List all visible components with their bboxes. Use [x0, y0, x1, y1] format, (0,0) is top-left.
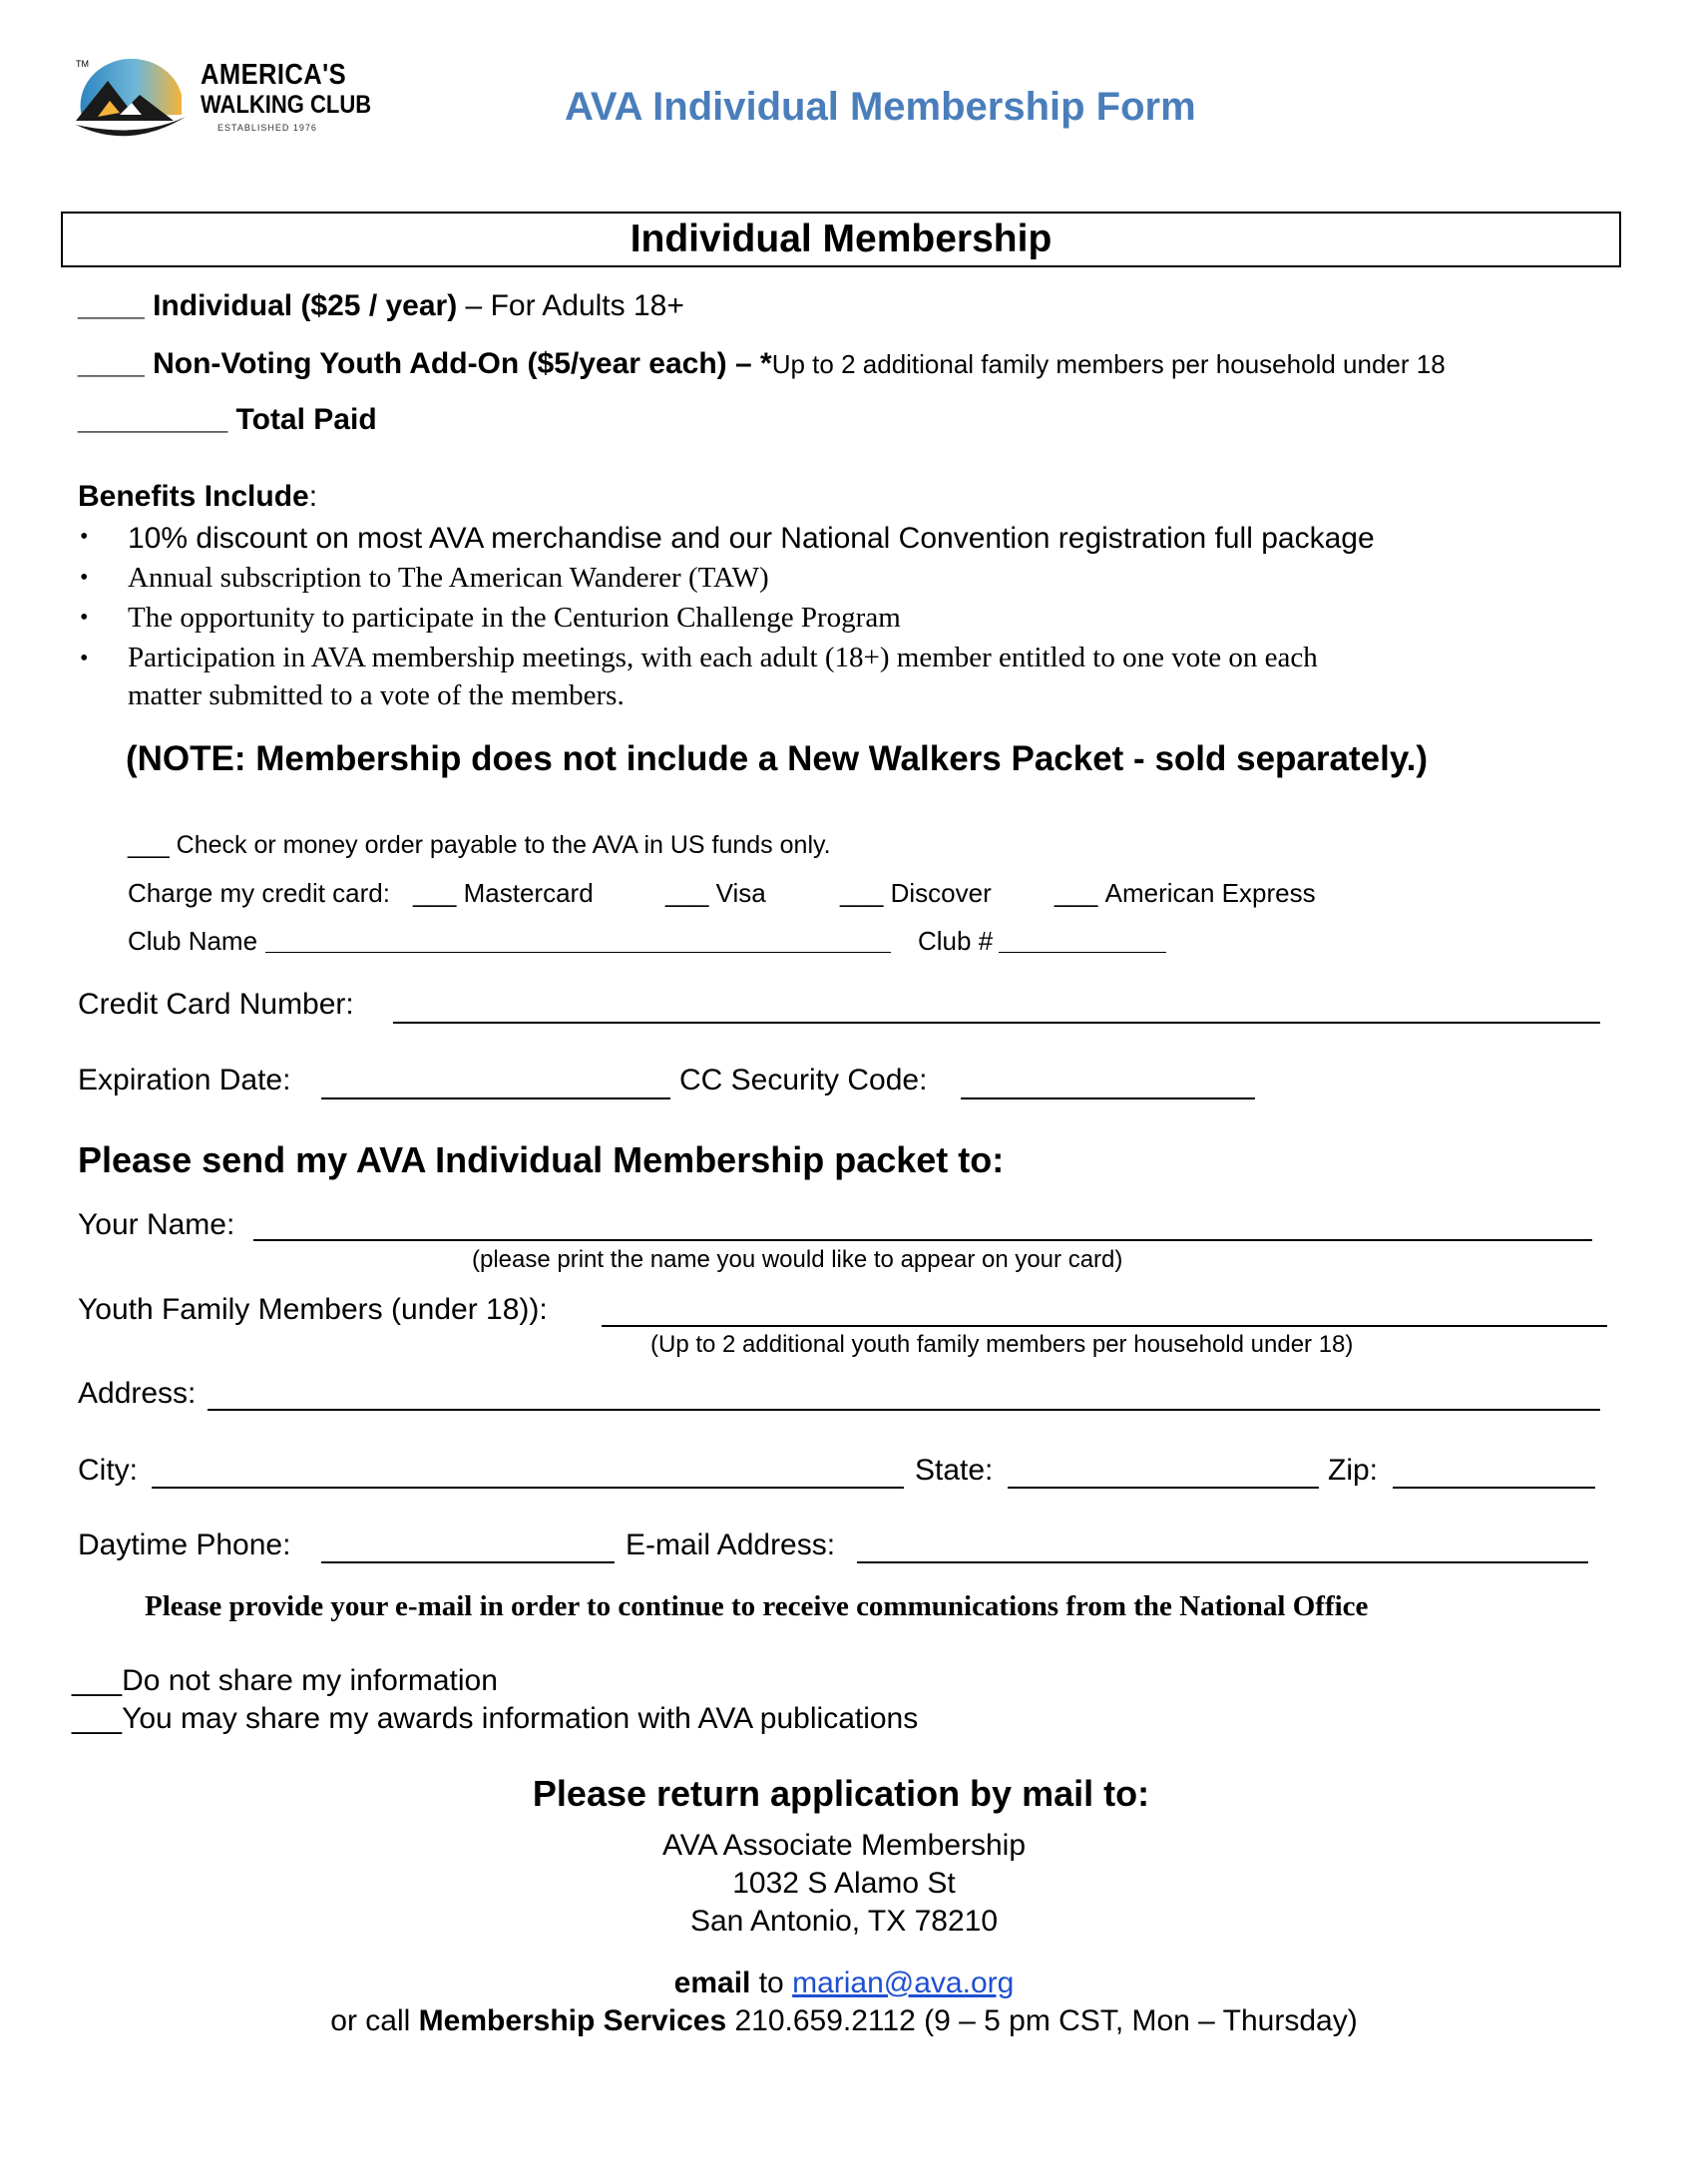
logo-established: ESTABLISHED 1976 [217, 123, 317, 133]
benefit-bullet: • [80, 565, 89, 591]
card-label: Discover [890, 878, 992, 908]
city-field[interactable] [152, 1487, 904, 1489]
privacy-blank[interactable]: ___ [72, 1702, 123, 1735]
privacy-no-share[interactable] [72, 1664, 498, 1698]
email-to: to [750, 1966, 793, 1999]
address-field[interactable] [208, 1409, 1600, 1411]
club-number-field[interactable] [999, 952, 1166, 953]
card-label: Visa [715, 878, 766, 908]
youth-dash: – * [726, 347, 772, 380]
return-line1: AVA Associate Membership [661, 1829, 1027, 1862]
card-option-amex[interactable] [1055, 878, 1316, 909]
card-blank[interactable]: ___ [665, 878, 709, 908]
card-number-field[interactable] [393, 1022, 1600, 1024]
benefits-heading-colon: : [308, 480, 318, 513]
benefit-item-4: Participation in AVA membership meetings, with each adult (18+) member entitled to one vote on each [128, 642, 1318, 673]
call-prefix: or call [330, 2004, 419, 2037]
zip-field[interactable] [1393, 1487, 1595, 1489]
return-section [0, 1766, 1688, 2040]
club-name-label: Club Name [128, 926, 258, 956]
club-name-field[interactable] [265, 952, 891, 953]
benefit-bullet: • [80, 605, 89, 631]
charge-label: Charge my credit card: [128, 878, 390, 908]
email-field[interactable] [857, 1561, 1588, 1563]
individual-desc: – For Adults 18+ [457, 289, 684, 322]
send-heading: Please send my AVA Individual Membership packet to: [78, 1139, 1005, 1180]
trademark-mark: TM [76, 59, 89, 69]
card-option-discover[interactable] [840, 878, 992, 909]
card-number-label: Credit Card Number: [78, 988, 354, 1021]
privacy-no-share-label: Do not share my information [122, 1664, 498, 1697]
note: (NOTE: Membership does not include a New Walkers Packet - sold separately.) [126, 739, 1429, 778]
city-label: City: [78, 1454, 138, 1487]
youth-label: Non-Voting Youth Add-On ($5/year each) [153, 347, 727, 380]
return-heading: Please return application by mail to: [532, 1773, 1150, 1814]
phone-label: Daytime Phone: [78, 1529, 291, 1561]
section-header: Individual Membership [630, 218, 1053, 260]
privacy-may-share-label: You may share my awards information with AVA publications [122, 1702, 919, 1735]
option-youth[interactable] [78, 347, 1446, 381]
zip-label: Zip: [1328, 1454, 1379, 1487]
mountain-logo-icon [70, 55, 190, 141]
card-blank[interactable]: ___ [413, 878, 457, 908]
privacy-blank[interactable]: ___ [72, 1664, 123, 1697]
youth-blank[interactable]: ____ [78, 347, 145, 380]
call-suffix: 210.659.2112 (9 – 5 pm CST, Mon – Thursday) [726, 2004, 1358, 2037]
check-blank[interactable]: ___ [128, 831, 170, 859]
security-code-label: CC Security Code: [679, 1064, 928, 1096]
option-total[interactable] [78, 403, 377, 437]
total-blank[interactable]: _________ [78, 403, 228, 436]
email-label: E-mail Address: [626, 1529, 836, 1561]
card-option-visa[interactable] [665, 878, 766, 909]
phone-field[interactable] [321, 1561, 615, 1563]
option-individual[interactable] [78, 289, 684, 323]
logo-line1: AMERICA'S [201, 59, 347, 91]
security-code-field[interactable] [961, 1097, 1255, 1099]
return-line3: San Antonio, TX 78210 [689, 1905, 999, 1938]
benefits-heading-text: Benefits Include [78, 480, 309, 513]
benefit-item-2: Annual subscription to The American Wanderer (TAW) [128, 562, 769, 594]
return-call-line [0, 2002, 1688, 2040]
benefit-bullet: • [80, 524, 89, 550]
card-blank[interactable]: ___ [840, 878, 884, 908]
call-bold: Membership Services [418, 2004, 727, 2037]
page-title: AVA Individual Membership Form [565, 85, 1196, 129]
card-label: American Express [1104, 878, 1316, 908]
name-label: Your Name: [78, 1208, 235, 1241]
club-number-label: Club # [918, 926, 994, 956]
benefit-item-3: The opportunity to participate in the Centurion Challenge Program [128, 602, 901, 634]
expiration-label: Expiration Date: [78, 1064, 291, 1096]
youth-members-field[interactable] [602, 1325, 1607, 1327]
logo-line2: WALKING CLUB [201, 91, 372, 119]
benefit-item-4-cont: matter submitted to a vote of the members. [128, 679, 625, 711]
benefit-bullet: • [80, 646, 89, 671]
state-label: State: [915, 1454, 994, 1487]
benefits-heading [78, 480, 317, 514]
email-notice: Please provide your e-mail in order to continue to receive communications from the National Office [145, 1590, 1369, 1622]
card-option-mastercard[interactable] [413, 878, 594, 909]
email-word: email [673, 1966, 751, 1999]
return-line2: 1032 S Alamo St [732, 1867, 956, 1900]
logo [70, 55, 372, 145]
youth-members-label: Youth Family Members (under 18)): [78, 1293, 548, 1326]
state-field[interactable] [1008, 1487, 1319, 1489]
youth-desc: Up to 2 additional family members per household under 18 [771, 349, 1446, 379]
section-header-box [61, 212, 1621, 267]
return-email-line [0, 1965, 1688, 2002]
address-label: Address: [78, 1377, 197, 1410]
individual-blank[interactable]: ____ [78, 289, 145, 322]
privacy-may-share[interactable] [72, 1702, 918, 1736]
payment-check[interactable] [128, 831, 831, 860]
total-label: Total Paid [235, 403, 377, 436]
card-blank[interactable]: ___ [1055, 878, 1098, 908]
youth-members-hint: (Up to 2 additional youth family members per household under 18) [650, 1331, 1354, 1358]
expiration-field[interactable] [321, 1097, 670, 1099]
name-hint: (please print the name you would like to appear on your card) [472, 1246, 1123, 1273]
check-label: Check or money order payable to the AVA in US funds only. [169, 831, 831, 859]
benefit-item-1: 10% discount on most AVA merchandise and our National Convention registration full package [128, 522, 1375, 555]
individual-label: Individual ($25 / year) [153, 289, 458, 322]
card-label: Mastercard [463, 878, 594, 908]
name-field[interactable] [253, 1239, 1592, 1241]
email-link[interactable]: marian@ava.org [792, 1966, 1015, 1999]
